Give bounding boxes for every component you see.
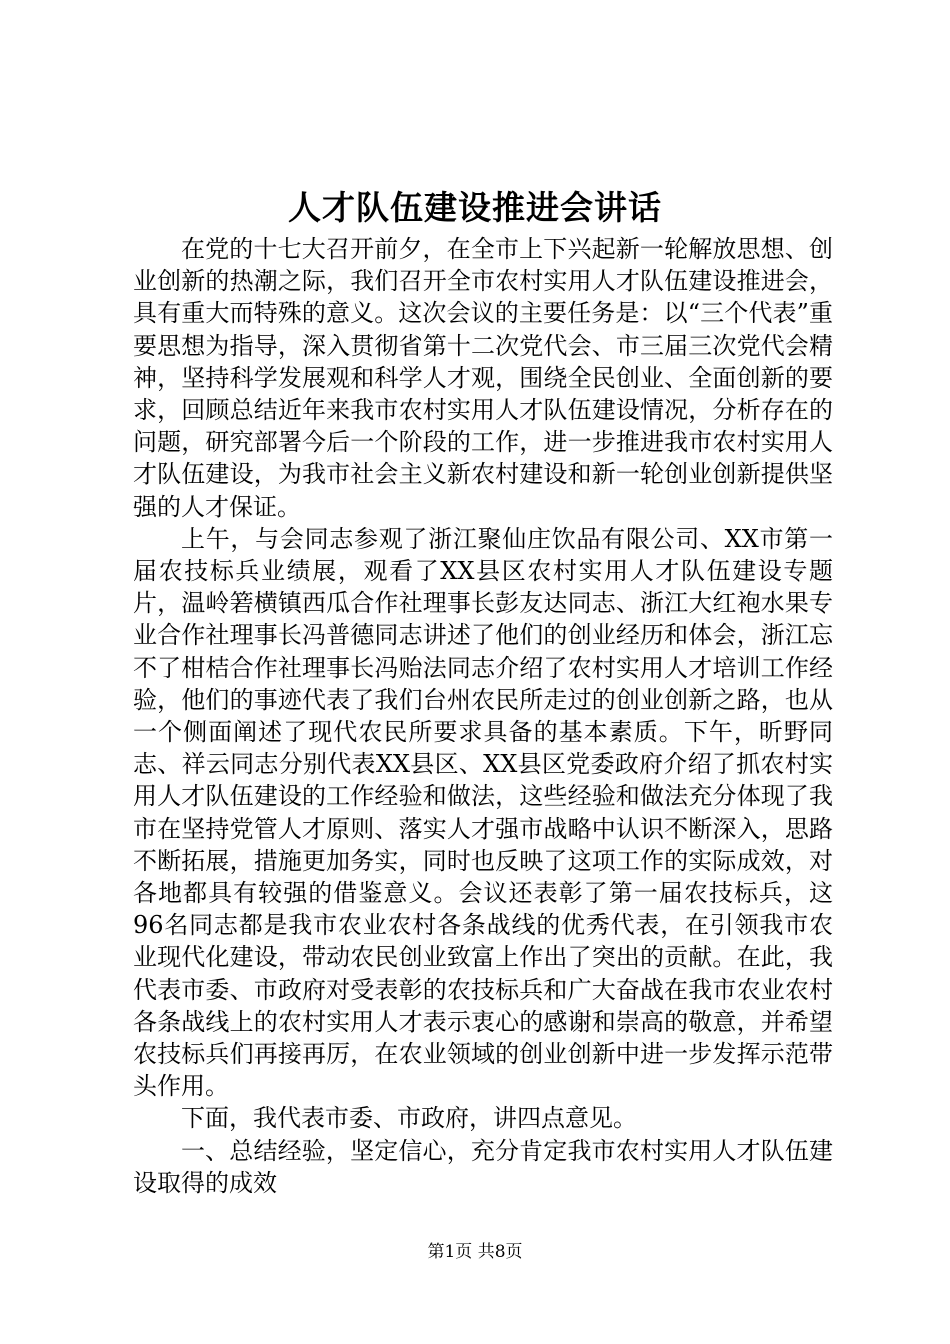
paragraph: 下面，我代表市委、市政府，讲四点意见。 — [181, 1104, 637, 1133]
paragraph: 在党的十七大召开前夕，在全市上下兴起新一轮解放思想、创业创新的热潮之际，我们召开全市农村实用人才队伍建设推进会，具有重大而特殊的意义。这次会议的主要任务是：以“三个代表”重要思想为指导，深入贯彻省第十二次党代会、市三届三次党代会精神，坚持科学发展观和科学人才观，围绕全民创业、全面创新的要求，回顾总结近年来我市农村实用人才队伍建设情况，分析存在的问题，研究部署今后一个阶段的工作，进一步推进我市农村实用人才队伍建设，为我市社会主义新农村建设和新一轮创业创新提供坚强的人才保证。 — [133, 235, 833, 521]
page-footer: 第1页 共8页 — [427, 1242, 523, 1262]
paragraph: 上午，与会同志参观了浙江聚仙庄饮品有限公司、XX市第一届农技标兵业绩展，观看了XX县区农村实用人才队伍建设专题片，温岭箬横镇西瓜合作社理事长彭友达同志、浙江大红袍水果专业合作社理事长冯普德同志讲述了他们的创业经历和体会，浙江忘不了柑桔合作社理事长冯贻法同志介绍了农村实用人才培训工作经验，他们的事迹代表了我们台州农民所走过的创业创新之路，也从一个侧面阐述了现代农民所要求具备的基本素质。下午，昕野同志、祥云同志分别代表XX县区、XX县区党委政府介绍了抓农村实用人才队伍建设的工作经验和做法，这些经验和做法充分体现了我市在坚持党管人才原则、落实人才强市战略中认识不断深入，思路不断拓展，措施更加务实，同时也反映了这项工作的实际成效，对各地都具有较强的借鉴意义。会议还表彰了第一届农技标兵，这96名同志都是我市农业农村各条战线的优秀代表，在引领我市农业现代化建设，带动农民创业致富上作出了突出的贡献。在此，我代表市委、市政府对受表彰的农技标兵和广大奋战在我市农业农村各条战线上的农村实用人才表示衷心的感谢和崇高的敬意，并希望农技标兵们再接再厉，在农业领域的创业创新中进一步发挥示范带头作用。 — [133, 524, 833, 1101]
document-title: 人才队伍建设推进会讲话 — [288, 188, 662, 227]
section-heading: 一、总结经验，坚定信心，充分肯定我市农村实用人才队伍建设取得的成效 — [133, 1136, 833, 1197]
document-body — [133, 233, 833, 1199]
